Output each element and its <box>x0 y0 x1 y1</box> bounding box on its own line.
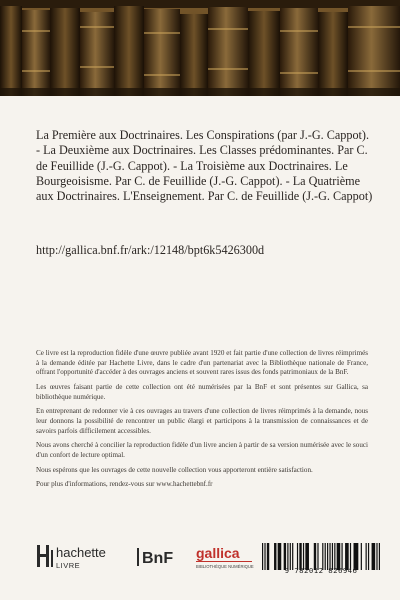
gallica-wordmark: gallica <box>196 545 240 561</box>
bnf-wordmark: BnF <box>142 550 174 567</box>
statement-paragraph: Nous espérons que les ouvrages de cette nouvelle collection vous apporteront entière satisfaction. <box>36 465 313 474</box>
cover-photo <box>0 0 400 96</box>
hachette-wordmark: hachette <box>56 545 106 560</box>
bnf-logo <box>136 546 184 568</box>
gallica-subtitle: BIBLIOTHÈQUE NUMÉRIQUE <box>196 564 254 569</box>
cover-footer <box>36 538 376 574</box>
gallica-mark-icon <box>194 542 256 572</box>
source-url: http://gallica.bnf.fr/ark:/12148/bpt6k5426300d <box>36 243 265 257</box>
statement-paragraph: En entreprenant de redonner vie à ces ouvrages au travers d'une collection de livres réimprimés à la demande, nous leur donnons la possibilité de rencontrer un public élargi et participons à la transmission de connaissances et de savoirs parfois difficilement accessibles. <box>36 407 368 435</box>
statement-paragraph: Pour plus d'informations, rendez-vous sur www.hachettebnf.fr <box>36 480 213 489</box>
bnf-mark-icon <box>136 546 184 568</box>
statement-paragraph: Les œuvres faisant partie de cette collection ont été numérisées par la BnF et sont présentes sur Gallica, sa bibliothèque numérique. <box>36 382 368 401</box>
hachette-mark-icon <box>36 542 128 572</box>
statement-paragraph: Nous avons cherché à concilier la reproduction fidèle d'un livre ancien à partir de sa version numérisée avec le souci d'un confort de lecture optimal. <box>36 441 368 459</box>
publisher-statement <box>36 349 368 495</box>
bookshelf-illustration <box>0 0 400 96</box>
livre-wordmark: LIVRE <box>56 561 81 570</box>
hachette-livre-logo <box>36 542 128 572</box>
book-title: La Première aux Doctrinaires. Les Conspirations (par J.-G. Cappot). - La Deuxième aux Doctrinaires. Les Classes prédominantes. Par C. de Feuillide (J.-G. Cappot). - La Troisième aux Doctrinaires. Le Bourgeoisisme. Par C. de Feuillide (J.-G. Cappot). - La Quatrième aux Doctrinaires. L'Enseignement. Par C. de Feuillide (J.-G. Cappot) <box>36 128 373 204</box>
gallica-logo <box>194 542 256 572</box>
isbn-digits: 9 782012 826946 <box>284 566 358 575</box>
statement-paragraph: Ce livre est la reproduction fidèle d'une œuvre publiée avant 1920 et fait partie d'une collection de livres réimprimés à la demande éditée par Hachette Livre, dans le cadre d'un partenariat avec la Bibliothèque nationale de France, offrant l'opportunité d'accéder à des ouvrages anciens et souvent rares issus des fonds patrimoniaux de la BnF. <box>36 349 368 377</box>
